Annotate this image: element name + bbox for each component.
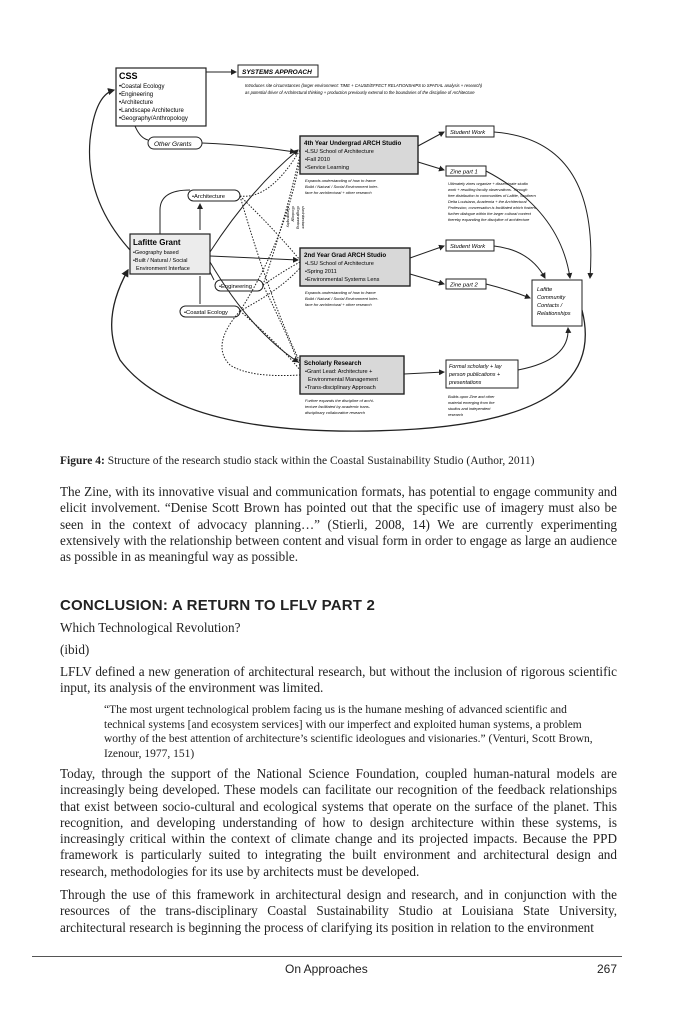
block-quote: “The most urgent technological problem facing us is the humane meshing of advanced scientific and technical systems [and ecosystem services] with our imperfect and exploited human systems, a problem worthy of the best attention of architecture’s scientific ideologues and visionaries.” (Venturi, Scott Brown, Izenour, 1977, 151) bbox=[104, 704, 593, 760]
zine-1-desc: Ultimately zines organize + disseminate studio bbox=[448, 181, 528, 186]
studio-2nd-item: •LSU School of Architecture bbox=[305, 261, 374, 267]
studio-4th-desc: Expands understanding of how to frame bbox=[305, 178, 376, 183]
scholarly-item: •Trans-disciplinary Approach bbox=[305, 385, 376, 391]
lafitte-community-line: Community bbox=[537, 295, 566, 301]
css-item: •Coastal Ecology bbox=[119, 84, 165, 90]
studio-2nd-item: •Environmental Systems Lens bbox=[305, 277, 380, 283]
formal-desc: research bbox=[448, 412, 464, 417]
studio-2nd-item: •Spring 2011 bbox=[305, 269, 337, 275]
scholarly-desc: disciplinary collaborative research bbox=[305, 410, 366, 415]
css-item: •Engineering bbox=[119, 92, 154, 98]
vertical-label: •Geography bbox=[286, 206, 291, 228]
studio-4th-year-box bbox=[300, 136, 418, 195]
lafitte-community-line: Contacts / bbox=[537, 303, 563, 309]
systems-approach-label: SYSTEMS APPROACH bbox=[242, 69, 312, 76]
formal-scholarly: Formal scholarly + lay bbox=[449, 364, 502, 370]
studio-2nd-desc: face for architectural + other research bbox=[305, 302, 372, 307]
scholarly-item: •Grant Lead: Architecture + bbox=[305, 369, 373, 375]
scholarly-title: Scholarly Research bbox=[304, 360, 362, 367]
figure-caption-text: Structure of the research studio stack within the Coastal Sustainability Studio (Author, 2011) bbox=[107, 455, 535, 467]
studio-4th-desc: Build / Natural / Social Environment Inter- bbox=[305, 184, 379, 189]
css-item: •Architecture bbox=[119, 100, 154, 106]
vertical-label: •Architecture bbox=[301, 206, 306, 229]
scholarly-desc: Further expands the discipline of archi- bbox=[305, 398, 374, 403]
footer-rule bbox=[32, 956, 622, 957]
section-heading: CONCLUSION: A RETURN TO LFLV PART 2 bbox=[60, 597, 376, 614]
css-box bbox=[116, 68, 206, 126]
lafitte-grant-item: •Built / Natural / Social bbox=[133, 258, 188, 264]
paragraph: Through the use of this framework in architectural design and research, and in conjunction with the resources of the trans-disciplinary Coastal Sustainability Studio at Louisiana State University, architectural research is beginning the process of clarifying its position in relation to the environment bbox=[60, 887, 617, 935]
formal-desc: studios and independent bbox=[448, 406, 491, 411]
scholarly-research-box bbox=[300, 356, 404, 415]
page-number: 267 bbox=[597, 962, 618, 976]
formal-desc: Builds upon Zine and other bbox=[448, 394, 495, 399]
running-footer-title: On Approaches bbox=[285, 962, 368, 976]
studio-4th-title: 4th Year Undergrad ARCH Studio bbox=[304, 140, 402, 147]
systems-desc: Introduces site circumstances (larger environment: TIME + CAUSE/EFFECT RELATIONSHIPS to SPATIAL analysis + research) bbox=[245, 83, 483, 88]
scholarly-desc: tecture facilitated by academic trans- bbox=[305, 404, 371, 409]
subheading: Which Technological Revolution? bbox=[60, 620, 241, 635]
zine-1-desc: Profession, conversation is facilitated which fosters bbox=[448, 205, 536, 210]
zine-1-desc: further dialogue within the larger cultural context bbox=[448, 211, 531, 216]
studio-2nd-desc: Build / Natural / Social Environment Inter- bbox=[305, 296, 379, 301]
vertical-label: •Ecology bbox=[291, 206, 296, 222]
ibid: (ibid) bbox=[60, 642, 90, 657]
studio-2nd-title: 2nd Year Grad ARCH Studio bbox=[304, 252, 387, 259]
lafitte-grant-box bbox=[130, 234, 210, 274]
paragraph: The Zine, with its innovative visual and communication formats, has potential to engage community and elicit involvement. “Denise Scott Brown has pointed out that the specific use of imagery must also be seen in the context of advocacy planning…” (Stierli, 2008, 14) We are currently experimenting extensively with the relationship between content and visual form in order to engage as large an audience as possible in as meaningful way as possible. bbox=[60, 484, 617, 565]
studio-4th-desc: face for architectural + other research bbox=[305, 190, 372, 195]
lafitte-grant-item: Environment Interface bbox=[136, 266, 190, 272]
zine-1-desc: free distribution to communities of Lafitte, Southern bbox=[448, 193, 536, 198]
figure-caption bbox=[60, 454, 620, 469]
lafitte-grant-title: Lafitte Grant bbox=[133, 238, 181, 247]
studio-4th-item: •Fall 2010 bbox=[305, 157, 330, 163]
lafitte-community-line: Relationships bbox=[537, 311, 571, 317]
scholarly-item: Environmental Management bbox=[308, 377, 378, 383]
studio-4th-item: •Service Learning bbox=[305, 165, 349, 171]
lafitte-grant-item: •Geography based bbox=[133, 250, 179, 256]
zine-part-1: Zine part 1 bbox=[450, 169, 478, 176]
zine-1-desc: thereby expanding the discipline of architecture bbox=[448, 217, 530, 222]
css-item: •Landscape Architecture bbox=[119, 108, 184, 114]
css-item: •Geography/Anthropology bbox=[119, 116, 188, 122]
studio-4th-item: •LSU School of Architecture bbox=[305, 149, 374, 155]
student-work-2: Student Work bbox=[450, 244, 486, 250]
research-studio-diagram bbox=[0, 0, 675, 450]
zine-1-desc: Delta Louisiana, Academia + the Architectural bbox=[448, 199, 527, 204]
formal-scholarly: person publications + bbox=[449, 372, 501, 378]
css-title: CSS bbox=[119, 71, 138, 81]
paragraph: Today, through the support of the National Science Foundation, coupled human-natural models are increasingly being developed. These models can facilitate our recognition of the feedback relationships that exist between socio-cultural and ecological systems that operate on the surface of the planet. This recognition, and developing understanding of how to design architecture within these systems, is increasingly critical within the context of climate change and its projected impacts. Because the PPD framework is particularly suited to integrating the built environment and architectural design and research, methodologies for its use by architects must be developed. bbox=[60, 766, 617, 879]
formal-desc: material emerging from the bbox=[448, 400, 495, 405]
tag-architecture: •Architecture bbox=[192, 194, 225, 200]
systems-desc: as potential driver of Architectural thinking + production previously external to the boundaries of the discipline of Architecture bbox=[245, 90, 475, 95]
lafitte-community-box bbox=[532, 280, 582, 326]
studio-2nd-desc: Expands understanding of how to frame bbox=[305, 290, 376, 295]
zine-1-desc: work + resulting faculty observations. Through bbox=[448, 187, 528, 192]
student-work-1: Student Work bbox=[450, 130, 486, 136]
vertical-label: •Engineering bbox=[296, 206, 301, 229]
tag-coastal-ecology: •Coastal Ecology bbox=[184, 310, 228, 316]
zine-part-2: Zine part 2 bbox=[450, 282, 478, 289]
formal-scholarly: presentations bbox=[449, 380, 482, 386]
tag-engineering: •Engineering bbox=[219, 284, 252, 290]
figure-label: Figure 4: bbox=[60, 455, 105, 467]
studio-2nd-year-box bbox=[300, 248, 410, 307]
paragraph: LFLV defined a new generation of architectural research, but without the inclusion of rigorous scientific input, its analysis of the environment was limited. bbox=[60, 664, 617, 696]
other-grants-label: Other Grants bbox=[154, 141, 192, 148]
lafitte-community-line: Lafitte bbox=[537, 287, 553, 293]
